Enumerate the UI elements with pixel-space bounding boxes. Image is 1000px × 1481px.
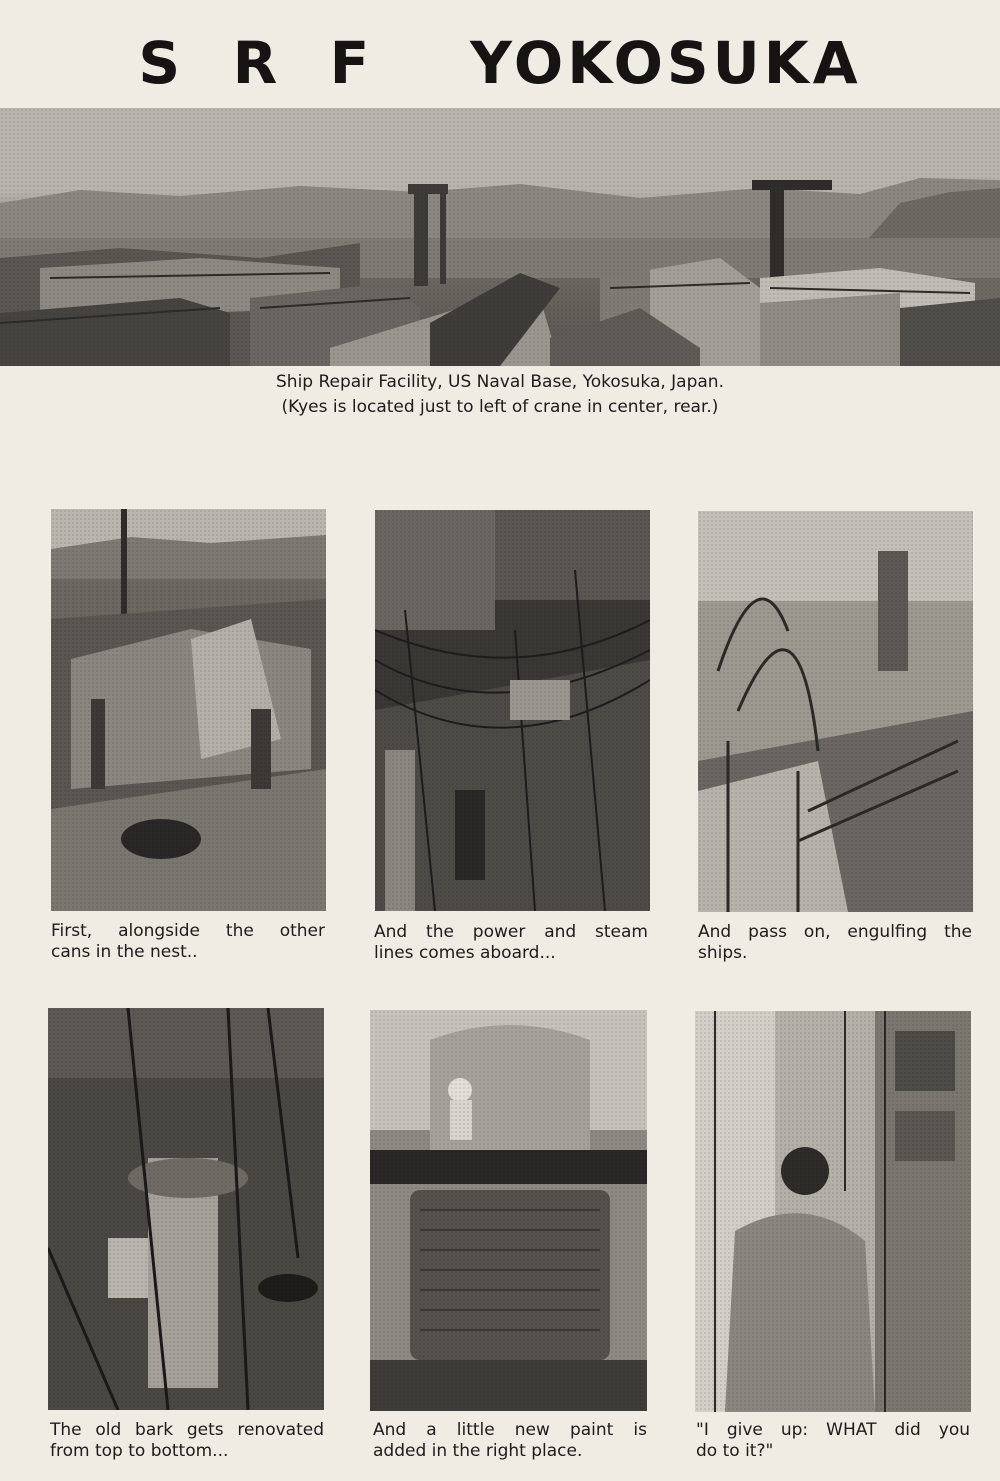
page-title: S R F YOKOSUKA [138, 29, 862, 97]
hero-caption-line2: (Kyes is located just to left of crane in center, rear.) [281, 397, 719, 417]
mast-renovation-photo [48, 1008, 324, 1410]
photo-caption-1: First, alongside the other cans in the nest.. [51, 921, 325, 962]
hero-caption [0, 370, 1000, 420]
photo-caption-2: And the power and steam lines comes aboard... [374, 922, 648, 963]
new-paint-photo [370, 1010, 647, 1411]
photo-caption-5: And a little new paint is added in the right place. [373, 1420, 647, 1461]
engulfed-ships-photo [698, 511, 973, 912]
hero-caption-line1: Ship Repair Facility, US Naval Base, Yokosuka, Japan. [276, 372, 724, 392]
destroyer-nest-photo [51, 509, 326, 911]
shipyard-panorama-photo [0, 108, 1000, 366]
photo-caption-4: The old bark gets renovated from top to bottom... [50, 1420, 324, 1461]
power-steam-lines-photo [375, 510, 650, 911]
photo-caption-3: And pass on, engulfing the ships. [698, 922, 972, 963]
interior-inspection-photo [695, 1011, 971, 1412]
photo-caption-6: "I give up: WHAT did you do to it?" [696, 1420, 970, 1461]
